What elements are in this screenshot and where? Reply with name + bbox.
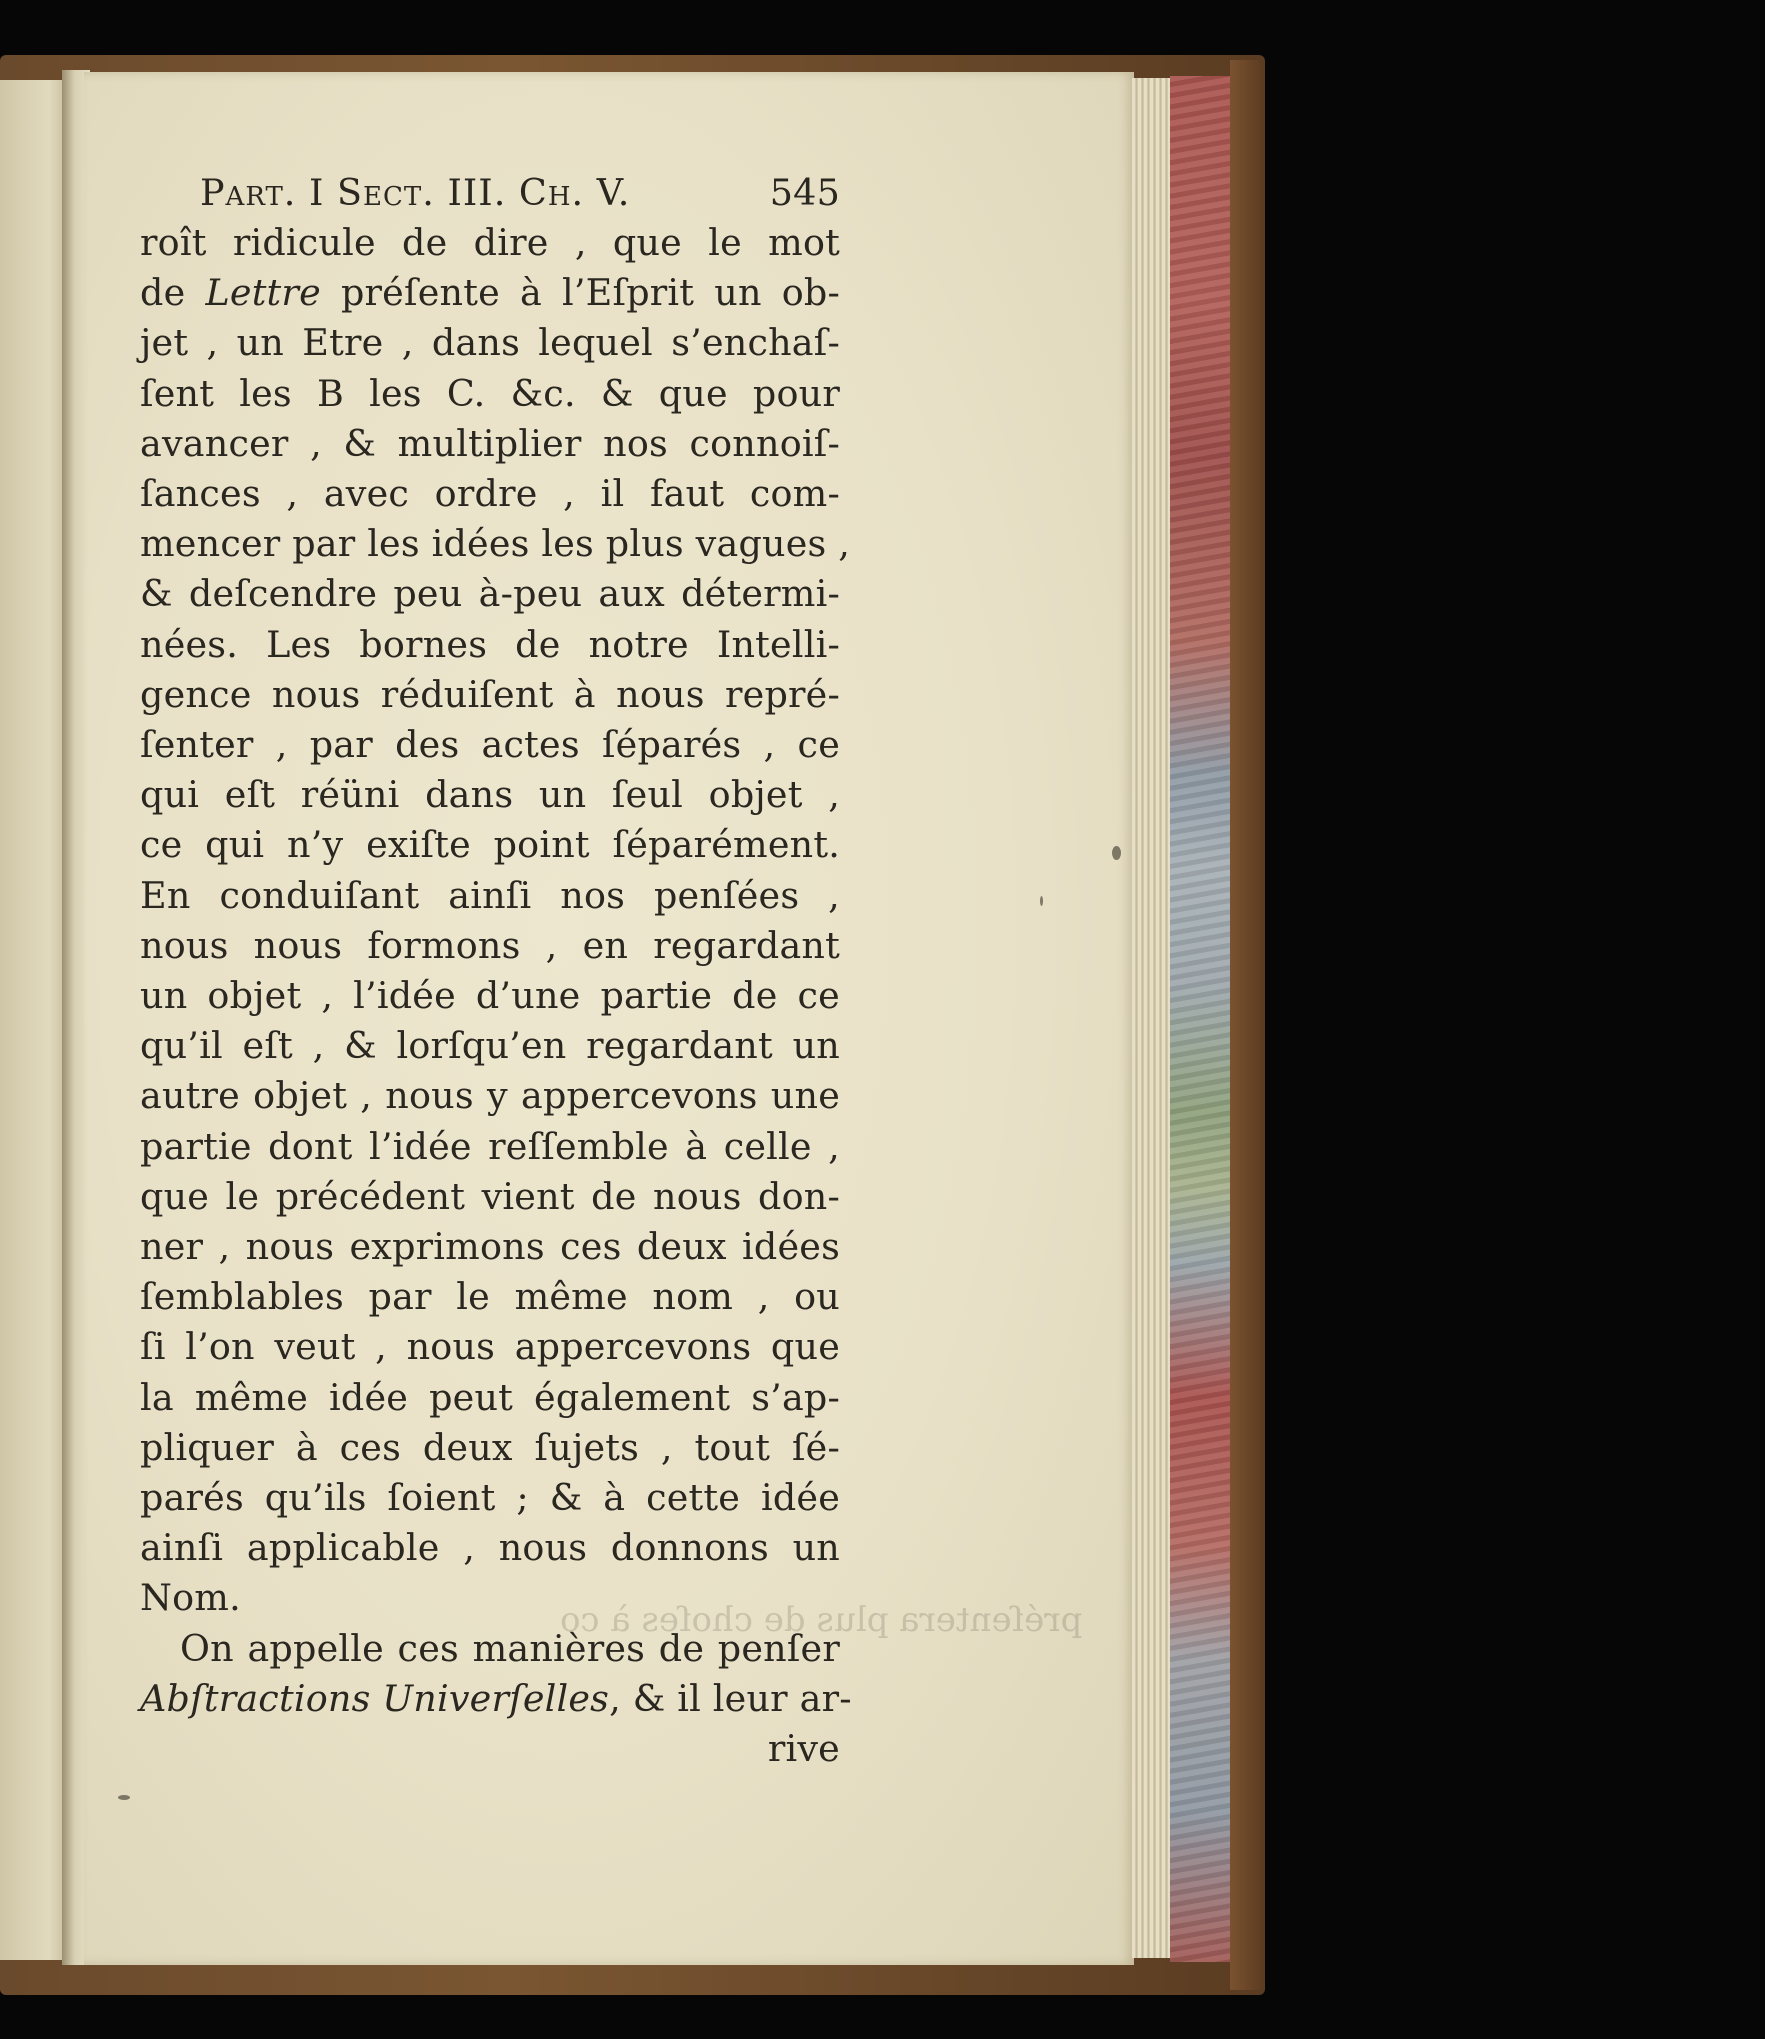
text-line: roît ridicule de dire , que le mot <box>140 221 840 264</box>
text-line: qui eſt réüni dans un ſeul objet , <box>140 773 840 817</box>
text-line: avancer , & multiplier nos connoiſ- <box>140 421 840 465</box>
text-line: ſenter , par des actes ſéparés , ce <box>140 723 840 767</box>
ink-speck <box>1112 846 1121 860</box>
text-line <box>140 1674 852 1724</box>
italic-word: Lettre <box>205 271 321 315</box>
text-line: la même idée peut également s’ap- <box>140 1375 840 1419</box>
text-line: jet , un Etre , dans lequel s’enchaſ- <box>140 321 840 365</box>
page-number: 545 <box>769 171 840 214</box>
text-line: nées. Les bornes de notre Intelli- <box>140 622 840 666</box>
cover-edge <box>1230 60 1264 1990</box>
text-line: que le précédent vient de nous don- <box>140 1174 840 1218</box>
italic-phrase: Abſtractions Univerſelles <box>140 1676 610 1720</box>
running-head-title: Part. I Sect. III. Ch. V. <box>200 171 631 214</box>
text-fragment: préſente à l’Eſprit un ob- <box>320 271 841 315</box>
page-edges <box>1132 78 1172 1958</box>
text-fragment: , & il leur ar- <box>609 1676 852 1720</box>
text-block <box>140 168 852 1774</box>
text-line: partie dont l’idée reſſemble à celle , <box>140 1124 840 1168</box>
text-line: parés qu’ils ſoient ; & à cette idée <box>140 1476 840 1520</box>
text-line: ſi l’on veut , nous appercevons que <box>140 1325 840 1369</box>
text-line: mencer par les idées les plus vagues , <box>140 522 851 566</box>
text-line: Nom. <box>140 1576 241 1620</box>
left-page-edge <box>0 80 70 1960</box>
text-line: ce qui n’y exiſte point ſéparément. <box>140 823 840 867</box>
text-line: qu’il eſt , & lorſqu’en regardant un <box>140 1024 840 1068</box>
ink-speck <box>118 1795 130 1800</box>
text-line: gence nous réduiſent à nous repré- <box>140 672 840 716</box>
text-line: pliquer à ces deux ſujets , tout ſé- <box>140 1425 840 1469</box>
text-line: ainſi applicable , nous donnons un <box>140 1526 840 1570</box>
running-head <box>140 168 840 218</box>
text-fragment: de <box>140 271 206 315</box>
marble-texture <box>1170 76 1232 1962</box>
text-line: nous nous formons , en regardant <box>140 923 840 967</box>
text-line: autre objet , nous y appercevons une <box>140 1074 840 1118</box>
text-line: ſent les B les C. &c. & que pour <box>140 371 840 415</box>
text-line: On appelle ces manières de penſer <box>180 1626 840 1670</box>
text-line: En conduiſant ainſi nos penſées , <box>140 873 840 917</box>
catchword: rive <box>767 1727 840 1771</box>
text-line <box>140 268 840 318</box>
text-line: un objet , l’idée d’une partie de ce <box>140 974 840 1018</box>
text-line: & deſcendre peu à-peu aux détermi- <box>140 572 840 616</box>
bleed-through-text: préſentera plus de choſes à co <box>560 1600 1083 1640</box>
text-line: ſances , avec ordre , il faut com- <box>140 472 840 516</box>
text-line: ſemblables par le même nom , ou <box>140 1275 840 1319</box>
text-line: ner , nous exprimons ces deux idées <box>140 1225 840 1269</box>
ink-speck <box>1040 896 1043 906</box>
